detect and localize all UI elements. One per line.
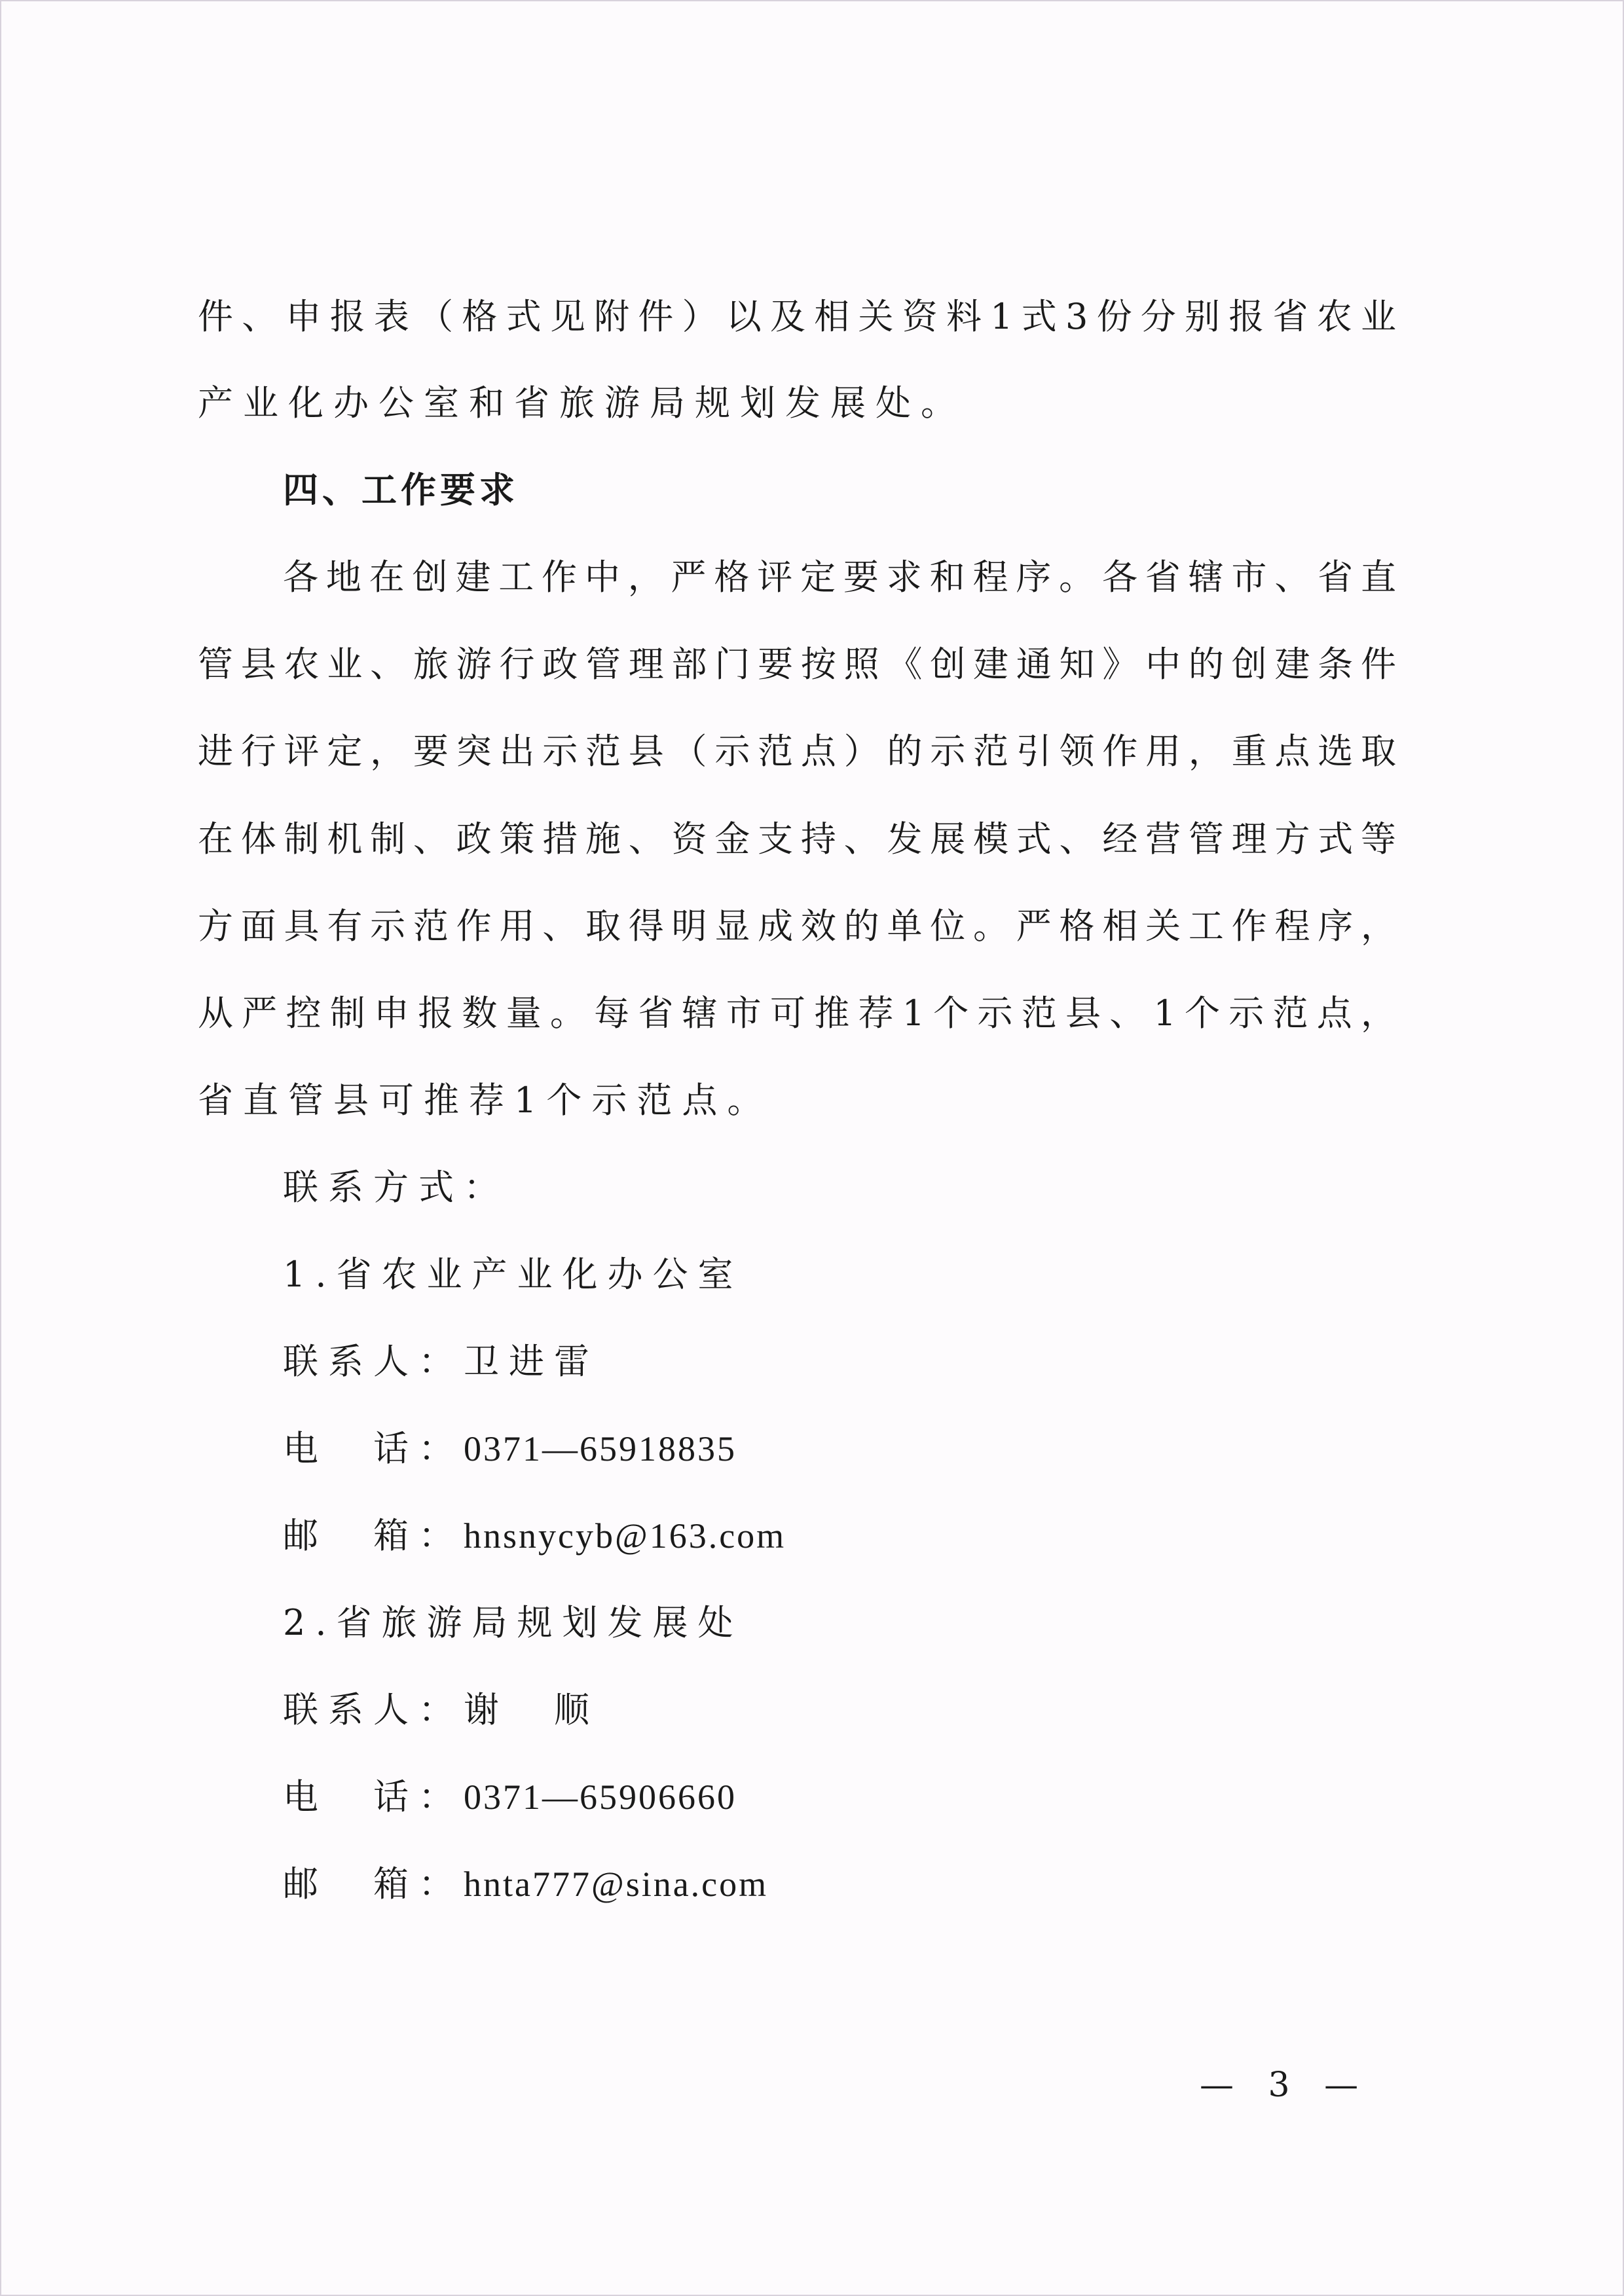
email-address: hnsnycyb@163.com — [464, 1516, 786, 1556]
paragraph-line: 方面具有示范作用、取得明显成效的单位。严格相关工作程序， — [198, 905, 1396, 947]
contact-person-name: 卫进雷 — [464, 1341, 599, 1382]
paragraph-line: 省直管县可推荐1个示范点。 — [198, 1080, 773, 1121]
paragraph-line: 进行评定，要突出示范县（示范点）的示范引领作用，重点选取 — [198, 731, 1396, 772]
paragraph-line: 产业化办公室和省旅游局规划发展处。 — [198, 382, 966, 424]
email-row — [283, 1513, 786, 1559]
contact-person-label: 联系人： — [283, 1341, 464, 1382]
paragraph-line: 从严控制申报数量。每省辖市可推荐1个示范县、1个示范点， — [198, 993, 1396, 1034]
email-address: hnta777@sina.com — [464, 1865, 769, 1904]
office-name: 2.省旅游局规划发展处 — [283, 1602, 743, 1643]
page-number: — 3 — — [1200, 2066, 1371, 2105]
paragraph-line: 在体制机制、政策措施、资金支持、发展模式、经营管理方式等 — [198, 818, 1396, 860]
email-label: 邮 箱： — [283, 1515, 464, 1556]
paragraph-line: 件、申报表（格式见附件）以及相关资料1式3份分别报省农业 — [198, 296, 1396, 337]
contacts-heading: 联系方式： — [283, 1167, 509, 1208]
paragraph-line: 管县农业、旅游行政管理部门要按照《创建通知》中的创建条件 — [198, 644, 1396, 685]
contact-person-name: 谢 顺 — [464, 1689, 599, 1730]
email-row — [283, 1861, 768, 1907]
paragraph-line: 各地在创建工作中，严格评定要求和程序。各省辖市、省直 — [283, 556, 1396, 598]
contact-person-label: 联系人： — [283, 1689, 464, 1730]
phone-number: 0371—65906660 — [464, 1777, 737, 1817]
contact-person-row — [283, 1339, 599, 1385]
phone-row — [283, 1426, 737, 1472]
phone-number: 0371—65918835 — [464, 1429, 737, 1468]
contact-person-row — [283, 1687, 599, 1733]
section-heading: 四、工作要求 — [283, 469, 519, 511]
phone-label: 电 话： — [283, 1776, 464, 1817]
office-name: 1.省农业产业化办公室 — [283, 1254, 743, 1295]
phone-label: 电 话： — [283, 1428, 464, 1469]
phone-row — [283, 1774, 737, 1820]
email-label: 邮 箱： — [283, 1863, 464, 1904]
